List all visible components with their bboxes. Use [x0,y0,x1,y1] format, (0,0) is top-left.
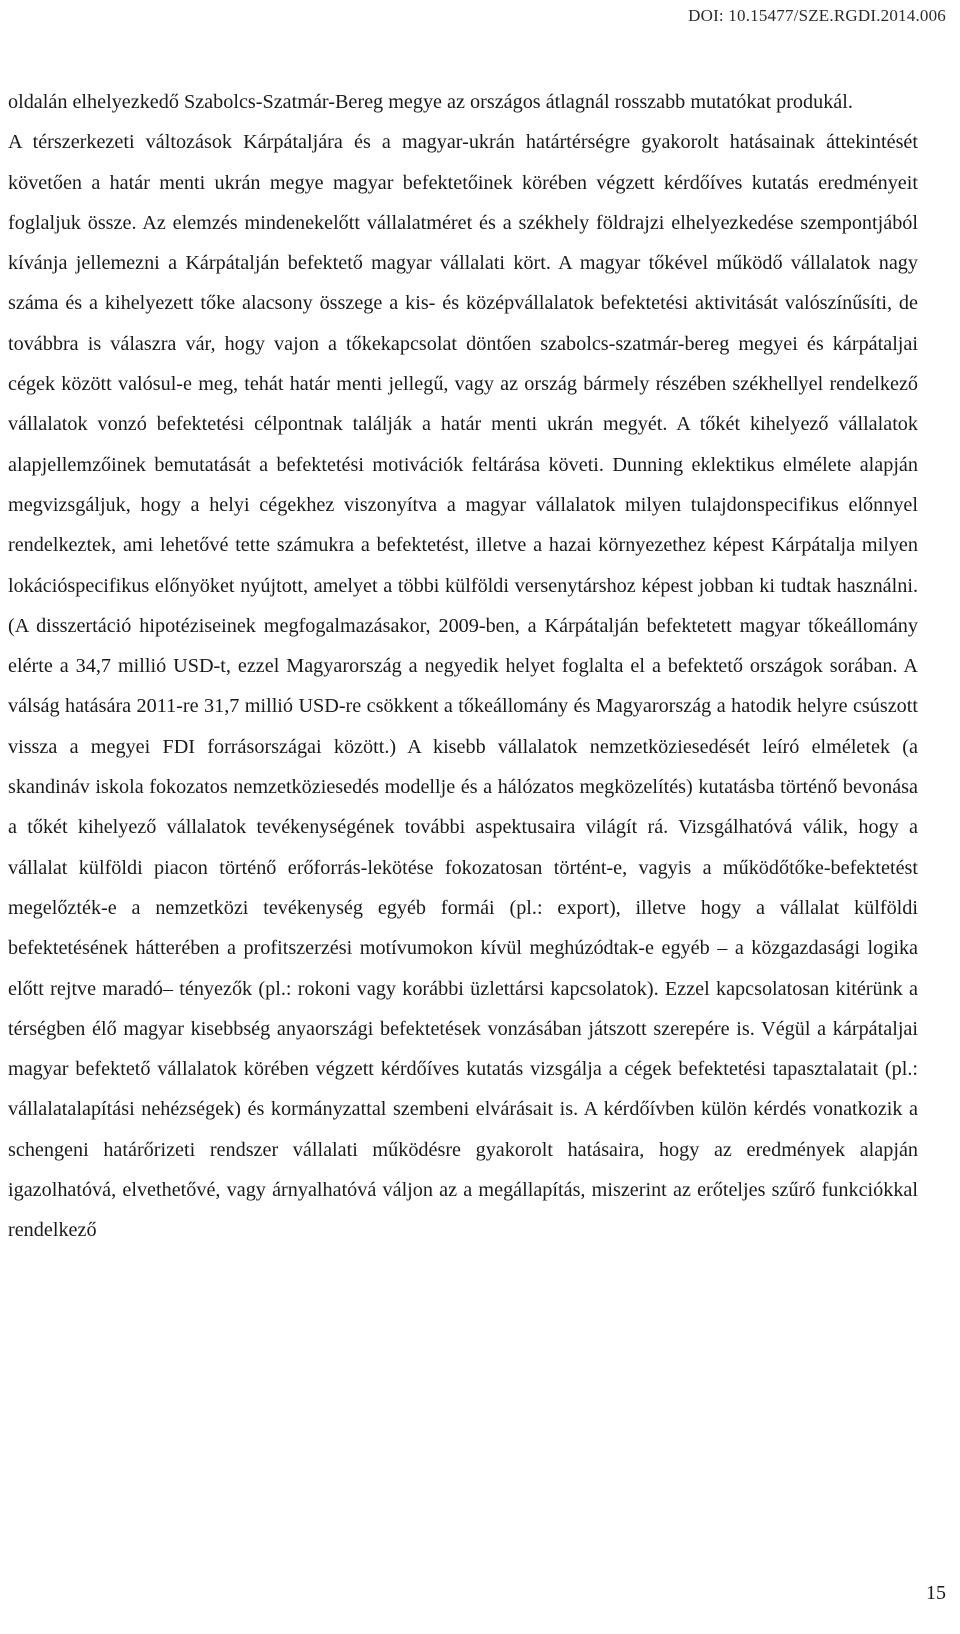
paragraph-continuation: oldalán elhelyezkedő Szabolcs-Szatmár-Bereg megye az országos átlagnál rosszabb mutatókat produkál. [8,91,853,113]
sentence: Ezzel kapcsolatosan kitérünk a térségben élő magyar kisebbség anyaországi befektetések vonzásában játszott szerepére is. [8,977,919,1040]
sentence: A válság hatására 2011-re 31,7 millió USD-re csökkent a tőkeállomány és Magyarország a hatodik helyre csúszott vissza a megyei FDI forrásországai között.) [8,655,918,758]
body-text [8,82,918,1251]
sentence: (A disszertáció hipotéziseinek megfogalmazásakor, 2009-ben, a Kárpátalján befektetett magyar tőkeállomány elérte a 34,7 millió USD-t, ezzel Magyarország a negyedik helyet foglalta el a befektető országok sorában. [8,614,918,678]
sentence: Dunning eklektikus elmélete alapján megvizsgáljuk, hogy a helyi cégekhez viszonyítva a magyar vállalatok milyen tulajdonspecifikus előnnyel rendelkeztek, ami lehetővé tette számukra a befektetést, illetve a hazai környezethez képest Kárpátalja milyen lokációspecifikus előnyöket nyújtott, amelyet a többi külföldi versenytárshoz képest jobban ki tudtak használni. [8,453,918,597]
sentence: A térszerkezeti változások Kárpátaljára és a magyar-ukrán határtérségre gyakorolt hatásainak áttekintését követően a határ menti ukrán megye magyar befektetőinek körében végzett kérdőíves kutatás eredményeit foglaljuk össze. [8,131,918,234]
sentence: Vizsgálhatóvá válik, hogy a vállalat külföldi piacon történő erőforrás-lekötése fokozatosan történt-e, vagyis a működőtőke-befektetést megelőzték-e a nemzetközi tevékenység egyéb formái (pl.: export), illetve hogy a vállalat külföldi befektetésének hátterében a profitszerzési motívumokon kívül meghúzódtak-e egyéb – a közgazdasági logika előtt rejtve maradó– tényezők (pl.: rokoni vagy korábbi üzlettársi kapcsolatok). [8,816,918,1000]
sentence: A kisebb vállalatok nemzetköziesedését leíró elméletek (a skandináv iskola fokozatos nemzetköziesedés modellje és a hálózatos megközelítés) kutatásba történő bevonása a tőkét kihelyező vállalatok tevékenységének további aspektusaira világít rá. [8,735,918,839]
sentence: Végül a kárpátaljai magyar befektető vállalatok körében végzett kérdőíves kutatás vizsgálja a cégek befektetési tapasztalatait (pl.: vállalatalapítási nehézségek) és kormányzattal szembeni elvárásait is. [8,1017,918,1121]
sentence: Az elemzés mindenekelőtt vállalatméret és a székhely földrajzi elhelyezkedése szempontjából kívánja jellemezni a Kárpátalján befektető magyar vállalati kört. [8,211,918,275]
doi-header: DOI: 10.15477/SZE.RGDI.2014.006 [688,6,946,25]
sentence: A tőkét kihelyező vállalatok alapjellemzőinek bemutatását a befektetési motivációk feltárása követi. [8,413,918,476]
sentence: A magyar tőkével működő vállalatok nagy száma és a kihelyezett tőke alacsony összege a kis- és középvállalatok befektetési aktivitását valószínűsíti, de továbbra is válaszra vár, hogy vajon a tőkekapcsolat döntően szabolcs-szatmár-bereg megyei és kárpátaljai cégek között valósul-e meg, tehát határ menti jellegű, vagy az ország bármely részében székhellyel rendelkező vállalatok vonzó befektetési célpontnak találják a határ menti ukrán megyét. [8,252,918,436]
page-number: 15 [926,1582,946,1604]
sentence: A kérdőívben külön kérdés vonatkozik a schengeni határőrizeti rendszer vállalati működésre gyakorolt hatásaira, hogy az eredmények alapján igazolhatóvá, elvethetővé, vagy árnyalhatóvá váljon az a megállapítás, miszerint az erőteljes szűrő funkciókkal rendelkező [8,1098,919,1242]
